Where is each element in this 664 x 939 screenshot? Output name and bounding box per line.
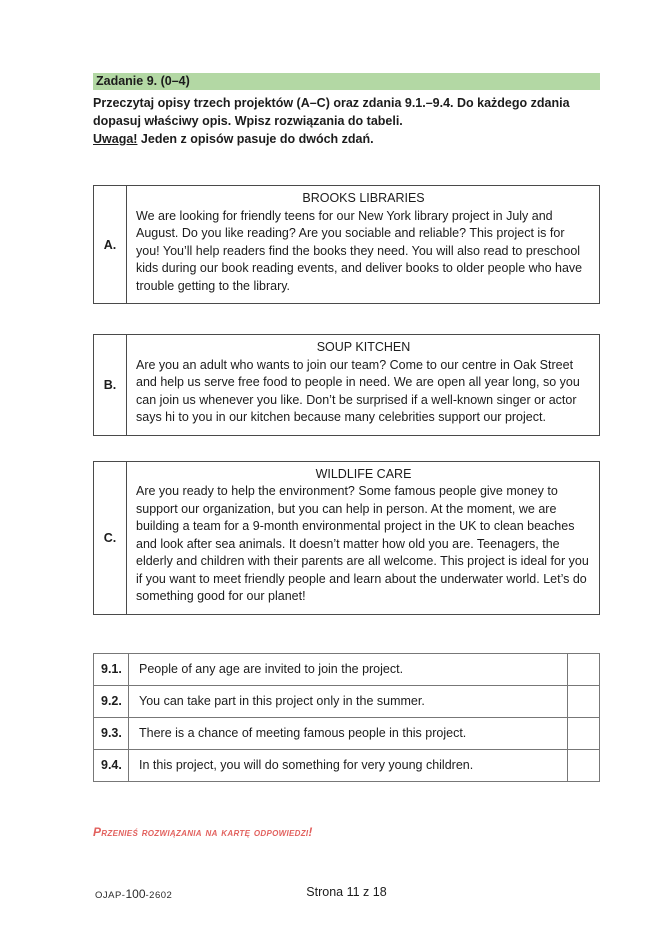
exam-code-mid: 100 [125,887,146,901]
statement-row [94,653,600,685]
instructions-text: Przeczytaj opisy trzech projektów (A–C) oraz zdania 9.1.–9.4. Do każdego zdania dopasuj właściwy opis. Wpisz rozwiązania do tabeli. [93,96,570,128]
project-content [127,335,599,435]
task-header-label: Zadanie 9. (0–4) [96,74,190,88]
task-header-bar [93,73,600,90]
project-content [127,186,599,303]
statement-row [94,685,600,717]
statement-text: You can take part in this project only in the summer. [129,685,568,717]
statement-text: People of any age are invited to join the project. [129,653,568,685]
project-text: Are you ready to help the environment? Some famous people give money to support our organization, but you can help in person. At the moment, we are building a team for a 9-month environmental project in the UK to clean beaches and look after sea animals. It doesn’t matter how old you are. Teenagers, the elderly and children with their parents are all welcome. This project is ideal for you if you want to meet friendly people and learn about the underwater world. Let’s do something good for our planet! [136,484,589,603]
statement-row [94,749,600,781]
statement-row [94,717,600,749]
project-letter: C. [94,462,127,614]
answer-cell [568,685,600,717]
project-box-c [93,461,600,615]
answer-cell [568,749,600,781]
statement-text: In this project, you will do something for very young children. [129,749,568,781]
project-title: BROOKS LIBRARIES [302,191,425,205]
project-letter: A. [94,186,127,303]
statement-number: 9.2. [94,685,129,717]
project-text: We are looking for friendly teens for our New York library project in July and August. Do you like reading? Are you sociable and reliable? This project is for you! You’ll help readers find the books they need. You will also read to preschool kids during our book reading events, and deliver books to older people who have trouble getting to the library. [136,208,583,293]
project-title: SOUP KITCHEN [316,340,411,354]
exam-code-prefix: OJAP- [95,890,126,901]
answer-cell [568,717,600,749]
statement-number: 9.1. [94,653,129,685]
project-text: Are you an adult who wants to join our team? Come to our centre in Oak Street and help us serve free food to people in need. We are open all year long, so you can join us whenever you like. Don’t be surprised if a well-known singer or actor says hi to you in our kitchen because many celebrities support our project. [136,357,580,424]
answer-cell [568,653,600,685]
statements-table [93,653,600,782]
project-box-b [93,334,600,436]
page-number: Strona 11 z 18 [306,885,387,899]
exam-code-suffix: -2602 [145,890,173,901]
page-footer [93,885,600,901]
note-label: Uwaga! [93,132,138,146]
project-content [127,462,599,614]
project-letter: B. [94,335,127,435]
project-box-a [93,185,600,304]
statement-number: 9.3. [94,717,129,749]
transfer-note: Przenieś rozwiązania na kartę odpowiedzi! [93,824,313,839]
project-title: WILDLIFE CARE [315,466,412,481]
note-text: Jeden z opisów pasuje do dwóch zdań. [137,132,374,146]
statement-text: There is a chance of meeting famous people in this project. [129,717,568,749]
task-instructions [93,94,598,148]
statement-number: 9.4. [94,749,129,781]
